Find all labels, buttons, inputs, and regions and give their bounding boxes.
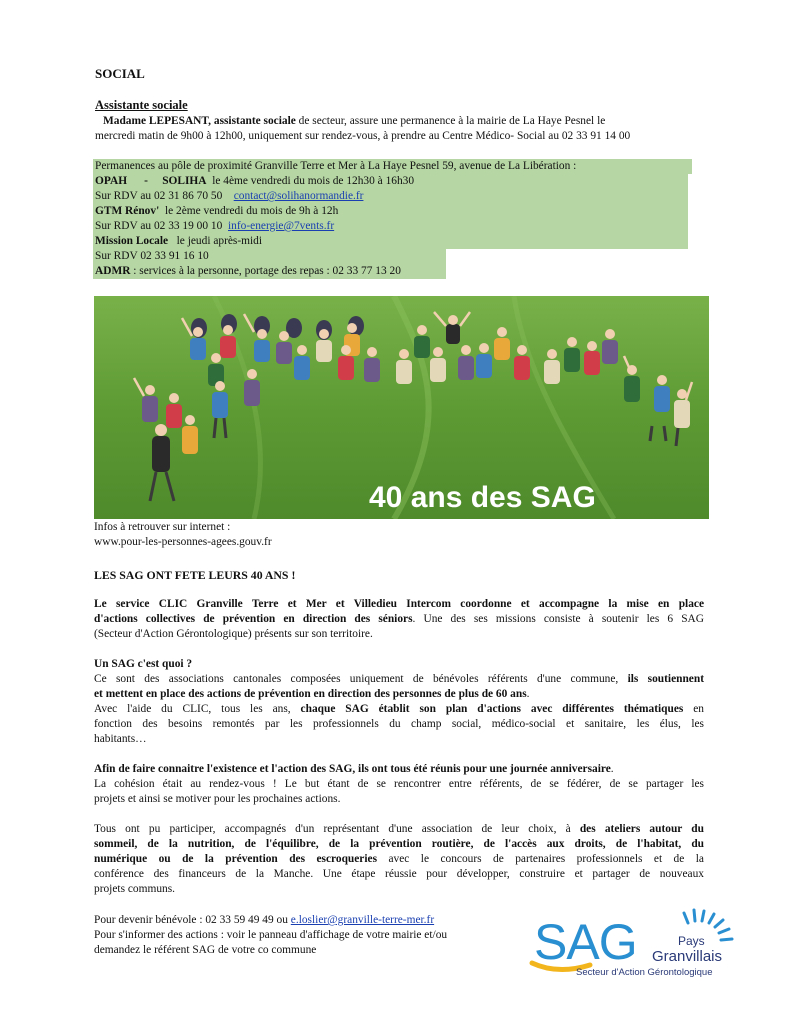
admr-line [95, 264, 401, 279]
gtm-line [95, 204, 338, 219]
opah-line [95, 174, 414, 189]
infos-line2: www.pour-les-personnes-agees.gouv.fr [94, 536, 272, 548]
footer-line1 [94, 913, 434, 928]
article-p1-line2 [94, 612, 704, 627]
photo-caption: 40 ans des SAG [369, 481, 596, 514]
opah-rdv: Sur RDV au 02 31 86 70 50 [95, 190, 223, 202]
gtm-rdv: Sur RDV au 02 33 19 00 10 [95, 220, 223, 232]
sag-logo-art [528, 905, 743, 980]
article-p4-line2: sommeil, de la nutrition, de l'équilibre, de la prévention routière, de l'accès aux droits, de l'habitat, du [94, 838, 704, 850]
article-p4-line3-rest: avec le concours de partenaires professionnels et de la [377, 853, 704, 865]
mission-locale-when: le jeudi après-midi [176, 235, 263, 247]
mission-locale-line [95, 234, 262, 249]
footer-line3: demandez le référent SAG de votre co commune [94, 944, 317, 956]
infos-line1: Infos à retrouver sur internet : [94, 521, 231, 533]
section-title: SOCIAL [95, 66, 145, 81]
admr-text: : services à la personne, portage des repas : 02 33 77 13 20 [133, 265, 401, 277]
admr-name: ADMR [95, 265, 131, 277]
group-photo-art [94, 296, 709, 519]
assistante-name: Madame LEPESANT [103, 115, 209, 127]
article-p4-line1 [94, 822, 704, 837]
sag-q-line2-bold: et mettent en place des actions de prévention en direction des personnes de plus de 60 ans [94, 688, 527, 700]
volunteer-email-link[interactable]: e.loslier@granville-terre-mer.fr [290, 914, 435, 926]
article-p4-line4: conférence des financeurs de la Manche. Une étape réussie pour développer, construire et partager de nouveaux [94, 868, 704, 880]
sag-q-line3-b: chaque SAG établit son plan d'actions avec différentes thématiques [290, 703, 684, 715]
article-p1-line3: (Secteur d'Action Gérontologique) présents sur son territoire. [94, 628, 373, 640]
group-photo [94, 296, 709, 519]
mission-locale-rdv: Sur RDV 02 33 91 16 10 [95, 250, 209, 262]
volunteer-phone: Pour devenir bénévole : 02 33 59 49 49 ou [94, 914, 288, 926]
sag-q-line3-a: Avec l'aide du CLIC, tous les ans, [94, 703, 291, 715]
mission-locale-name: Mission Locale [95, 235, 169, 247]
assistante-line1 [103, 114, 605, 129]
sag-q-line1-a: Ce sont des associations cantonales composées uniquement de bénévoles référents d'une commune, [94, 673, 619, 685]
article-p1-line2-rest: . Une des ses missions consiste à soutenir les 6 SAG [412, 613, 704, 625]
sag-q-line5: habitants… [94, 733, 147, 745]
opah-name: OPAH [95, 175, 128, 187]
article-title: LES SAG ONT FETE LEURS 40 ANS ! [94, 568, 296, 582]
assistante-line2: mercredi matin de 9h00 à 12h00, uniquement sur rendez-vous, à prendre au Centre Médico- Social au 02 33 91 14 00 [95, 130, 631, 142]
sag-q-line3 [94, 702, 704, 717]
assistante-heading: Assistante sociale [95, 98, 188, 112]
assistante-line1-rest: de secteur, assure une permanence à la mairie de La Haye Pesnel le [295, 115, 606, 127]
opah-when: le 4ème vendredi du mois de 12h30 à 16h30 [212, 175, 415, 187]
article-p3-end: . [610, 763, 614, 775]
logo-sag-text: SAG [534, 914, 637, 970]
logo-pays-text: Pays [678, 934, 705, 948]
article-p3-bold: Afin de faire connaitre l'existence et l'action des SAG, ils ont tous été réunis pour une journée anniversaire [94, 763, 611, 775]
sag-logo [528, 905, 743, 980]
opah-email-link[interactable]: contact@solihanormandie.fr [233, 190, 364, 202]
article-p1-line1: Le service CLIC Granville Terre et Mer et Villedieu Intercom coordonne et accompagne la mise en place [94, 598, 704, 610]
logo-granvillais-text: Granvillais [652, 948, 723, 965]
sag-q-line1-b: ils soutiennent [618, 673, 704, 685]
opah-dash: - [144, 175, 148, 187]
sag-q-line1 [94, 672, 704, 687]
article-p3-line2: La cohésion était au rendez-vous ! Le but étant de se rencontrer entre référents, de se fédérer, de se partager les [94, 778, 704, 790]
sag-q-line2 [94, 687, 530, 702]
sag-q-line3-c: en [683, 703, 704, 715]
sag-q-line2-end: . [526, 688, 530, 700]
assistante-role: , assistante sociale [208, 115, 296, 127]
opah-rdv-line [95, 189, 363, 204]
article-p1-line2-bold: d'actions collectives de prévention en direction des séniors [94, 613, 413, 625]
article-p4-line1-b: des ateliers autour du [570, 823, 704, 835]
article-p4-line1-a: Tous ont pu participer, accompagnés d'un représentant d'une association de leur choix, à [94, 823, 571, 835]
article-p3-line1 [94, 762, 614, 777]
gtm-rdv-line [95, 219, 334, 234]
article-p4-line3 [94, 852, 704, 867]
sag-q-line4: fonction des besoins remontés par les professionnels du champ social, médico-social et sanitaire, les élus, les [94, 718, 704, 730]
opah-org: SOLIHA [162, 175, 207, 187]
logo-subtitle-text: Secteur d'Action Gérontologique [576, 967, 713, 978]
permanences-intro: Permanences au pôle de proximité Granville Terre et Mer à La Haye Pesnel 59, avenue de La Libération : [95, 160, 577, 172]
gtm-when: le 2ème vendredi du mois de 9h à 12h [164, 205, 339, 217]
article-p4-line5: projets communs. [94, 883, 175, 895]
footer-line2: Pour s'informer des actions : voir le panneau d'affichage de votre mairie et/ou [94, 929, 448, 941]
article-p3-line3: projets et ainsi se motiver pour les prochaines actions. [94, 793, 341, 805]
gtm-email-link[interactable]: info-energie@7vents.fr [228, 220, 335, 232]
gtm-name: GTM Rénov' [95, 205, 160, 217]
sag-question-title: Un SAG c'est quoi ? [94, 658, 193, 670]
article-p4-line3-bold: numérique ou de la prévention des escroqueries [94, 853, 378, 865]
